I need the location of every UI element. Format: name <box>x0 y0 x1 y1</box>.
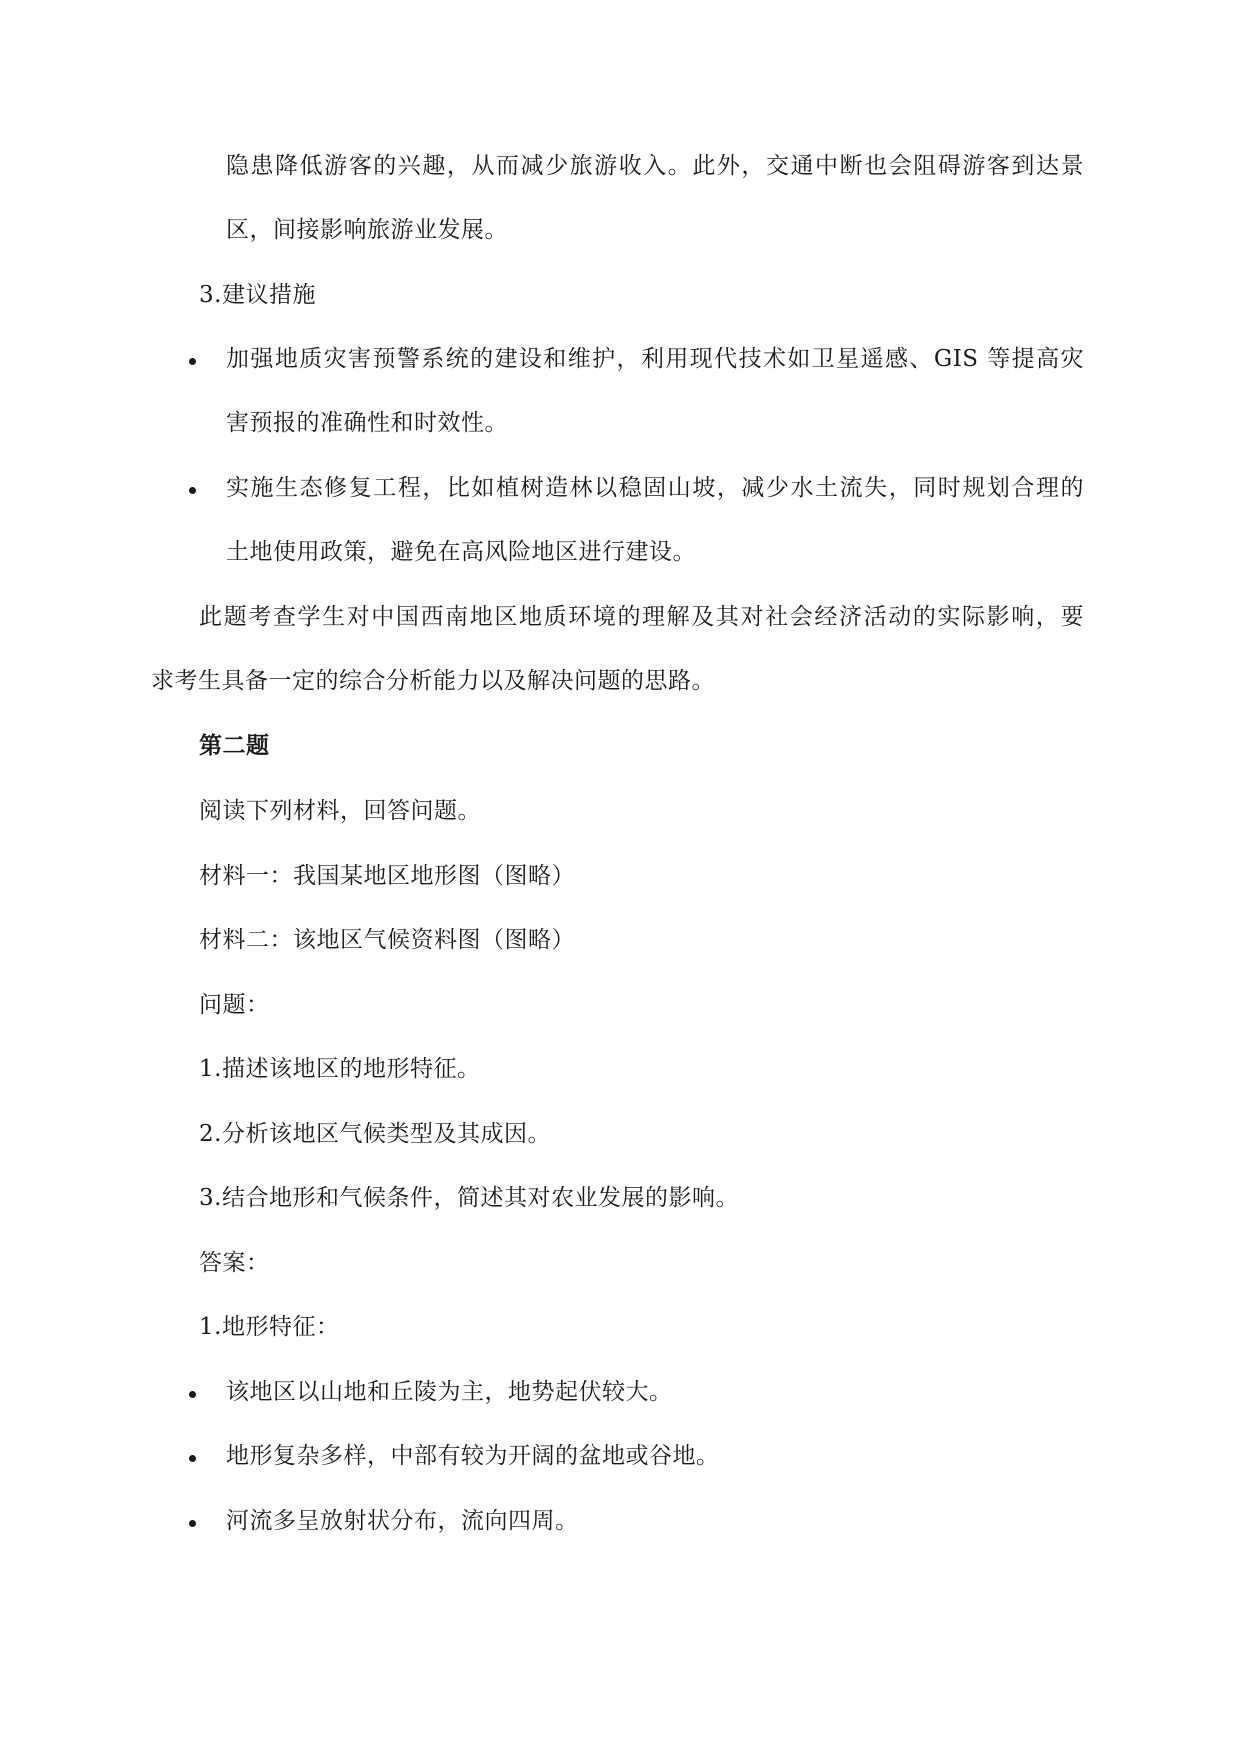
list-item-line: 害预报的准确性和时效性。 <box>226 410 508 436</box>
paragraph-continuation-line: 区，间接影响旅游业发展。 <box>226 217 508 243</box>
questions-label: 问题： <box>199 992 270 1018</box>
summary-paragraph-line: 此题考查学生对中国西南地区地质环境的理解及其对社会经济活动的实际影响，要 <box>199 604 1084 630</box>
bullet-icon <box>189 487 196 494</box>
paragraph-continuation-line: 隐患降低游客的兴趣，从而减少旅游收入。此外，交通中断也会阻碍游客到达景 <box>226 153 1084 179</box>
question-title: 第二题 <box>199 733 270 759</box>
answer-label: 答案： <box>199 1250 270 1276</box>
list-item-line: 实施生态修复工程，比如植树造林以稳固山坡，减少水土流失，同时规划合理的 <box>226 475 1084 501</box>
answer-list-item: 河流多呈放射状分布，流向四周。 <box>226 1508 579 1534</box>
bullet-icon <box>189 358 196 365</box>
question-item: 2.分析该地区气候类型及其成因。 <box>199 1121 551 1147</box>
question-item: 3.结合地形和气候条件，简述其对农业发展的影响。 <box>199 1185 739 1211</box>
section-heading-measures: 3.建议措施 <box>199 282 316 308</box>
answer-list-item: 地形复杂多样，中部有较为开阔的盆地或谷地。 <box>226 1443 720 1469</box>
material-line: 材料一：我国某地区地形图（图略） <box>199 863 575 889</box>
answer-heading: 1.地形特征： <box>199 1314 340 1340</box>
summary-paragraph-line: 求考生具备一定的综合分析能力以及解决问题的思路。 <box>151 668 715 694</box>
question-intro: 阅读下列材料，回答问题。 <box>199 798 481 824</box>
answer-list-item: 该地区以山地和丘陵为主，地势起伏较大。 <box>226 1379 673 1405</box>
list-item-line: 加强地质灾害预警系统的建设和维护，利用现代技术如卫星遥感、GIS 等提高灾 <box>226 346 1084 372</box>
material-line: 材料二：该地区气候资料图（图略） <box>199 927 575 953</box>
bullet-icon <box>189 1520 196 1527</box>
question-item: 1.描述该地区的地形特征。 <box>199 1056 481 1082</box>
list-item-line: 土地使用政策，避免在高风险地区进行建设。 <box>226 539 696 565</box>
bullet-icon <box>189 1391 196 1398</box>
bullet-icon <box>189 1455 196 1462</box>
